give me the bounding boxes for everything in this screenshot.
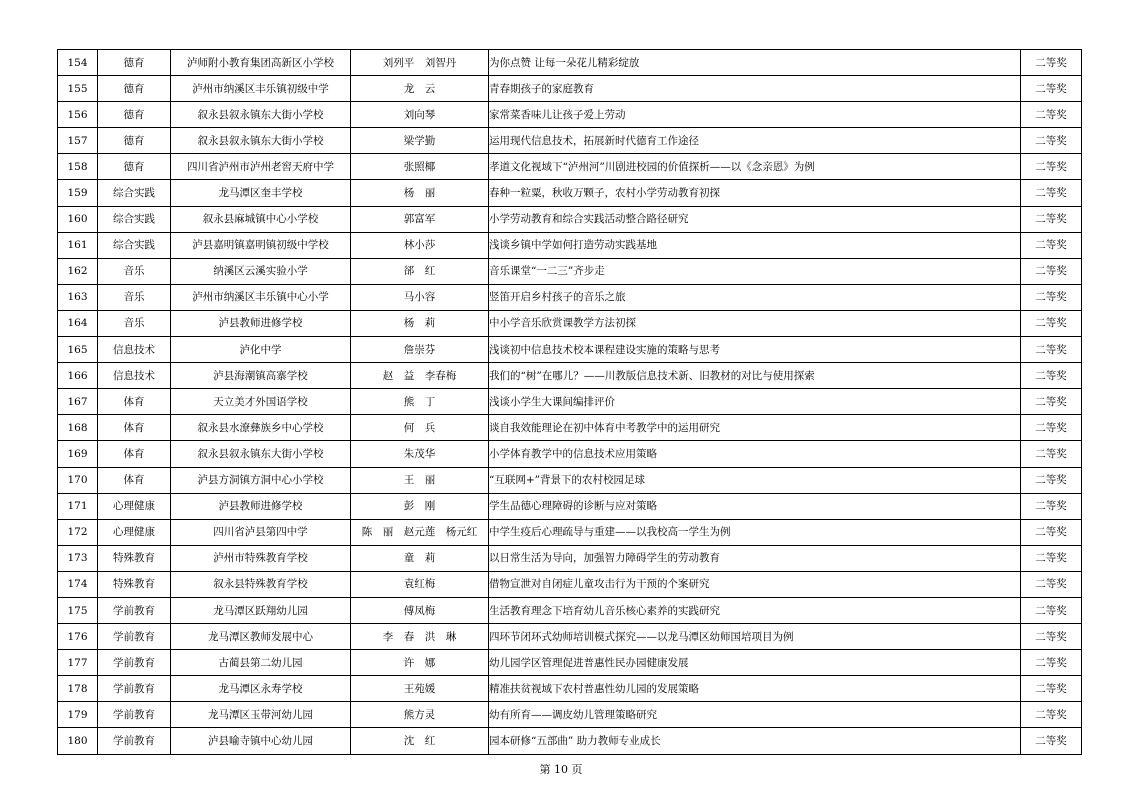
cell-school: 龙马潭区教师发展中心 bbox=[171, 624, 351, 650]
table-row bbox=[58, 102, 1082, 128]
cell-authors: 王苑媛 bbox=[351, 676, 489, 702]
cell-title: 借物宣泄对自闭症儿童攻击行为干预的个案研究 bbox=[489, 571, 1021, 597]
cell-authors: 沈 红 bbox=[351, 728, 489, 754]
cell-authors: 朱茂华 bbox=[351, 441, 489, 467]
cell-title: 为你点赞 让每一朵花儿精彩绽放 bbox=[489, 50, 1021, 76]
table-row bbox=[58, 441, 1082, 467]
cell-school: 泸州市纳溪区丰乐镇初级中学 bbox=[171, 76, 351, 102]
cell-award: 二等奖 bbox=[1021, 624, 1082, 650]
cell-award: 二等奖 bbox=[1021, 571, 1082, 597]
cell-authors: 梁学勤 bbox=[351, 128, 489, 154]
awards-table-body bbox=[58, 50, 1082, 755]
cell-authors: 熊 丁 bbox=[351, 389, 489, 415]
cell-award: 二等奖 bbox=[1021, 415, 1082, 441]
cell-award: 二等奖 bbox=[1021, 206, 1082, 232]
cell-award: 二等奖 bbox=[1021, 102, 1082, 128]
cell-title: 青春期孩子的家庭教育 bbox=[489, 76, 1021, 102]
cell-number: 178 bbox=[58, 676, 98, 702]
cell-number: 160 bbox=[58, 206, 98, 232]
cell-number: 179 bbox=[58, 702, 98, 728]
cell-subject: 体育 bbox=[98, 389, 171, 415]
cell-school: 泸化中学 bbox=[171, 337, 351, 363]
cell-subject: 学前教育 bbox=[98, 597, 171, 623]
cell-authors: 龙 云 bbox=[351, 76, 489, 102]
cell-number: 158 bbox=[58, 154, 98, 180]
cell-award: 二等奖 bbox=[1021, 441, 1082, 467]
cell-number: 175 bbox=[58, 597, 98, 623]
cell-award: 二等奖 bbox=[1021, 545, 1082, 571]
table-row bbox=[58, 284, 1082, 310]
cell-title: 以日常生活为导向，加强智力障碍学生的劳动教育 bbox=[489, 545, 1021, 571]
cell-authors: 马小容 bbox=[351, 284, 489, 310]
cell-school: 叙永县叙永镇东大街小学校 bbox=[171, 441, 351, 467]
cell-award: 二等奖 bbox=[1021, 519, 1082, 545]
cell-title: 幼儿园学区管理促进普惠性民办园健康发展 bbox=[489, 650, 1021, 676]
cell-number: 159 bbox=[58, 180, 98, 206]
cell-subject: 体育 bbox=[98, 441, 171, 467]
cell-subject: 学前教育 bbox=[98, 676, 171, 702]
cell-subject: 音乐 bbox=[98, 258, 171, 284]
cell-authors: 林小莎 bbox=[351, 232, 489, 258]
cell-number: 162 bbox=[58, 258, 98, 284]
cell-subject: 学前教育 bbox=[98, 728, 171, 754]
cell-number: 169 bbox=[58, 441, 98, 467]
cell-authors: 袁红梅 bbox=[351, 571, 489, 597]
cell-number: 172 bbox=[58, 519, 98, 545]
cell-title: 小学体育教学中的信息技术应用策略 bbox=[489, 441, 1021, 467]
cell-authors: 何 兵 bbox=[351, 415, 489, 441]
cell-number: 154 bbox=[58, 50, 98, 76]
cell-subject: 德育 bbox=[98, 154, 171, 180]
cell-title: 春种一粒粟，秋收万颗子，农村小学劳动教育初探 bbox=[489, 180, 1021, 206]
cell-school: 泸师附小教育集团高新区小学校 bbox=[171, 50, 351, 76]
cell-title: 浅谈乡镇中学如何打造劳动实践基地 bbox=[489, 232, 1021, 258]
cell-subject: 心理健康 bbox=[98, 519, 171, 545]
cell-subject: 体育 bbox=[98, 415, 171, 441]
cell-title: 幼有所育——调皮幼儿管理策略研究 bbox=[489, 702, 1021, 728]
cell-subject: 综合实践 bbox=[98, 206, 171, 232]
cell-subject: 综合实践 bbox=[98, 232, 171, 258]
cell-school: 泸县喻寺镇中心幼儿园 bbox=[171, 728, 351, 754]
cell-school: 四川省泸县第四中学 bbox=[171, 519, 351, 545]
cell-award: 二等奖 bbox=[1021, 650, 1082, 676]
cell-school: 泸县海潮镇高寨学校 bbox=[171, 363, 351, 389]
cell-school: 叙永县叙永镇东大街小学校 bbox=[171, 102, 351, 128]
cell-award: 二等奖 bbox=[1021, 76, 1082, 102]
table-row bbox=[58, 232, 1082, 258]
cell-title: 学生品德心理障碍的诊断与应对策略 bbox=[489, 493, 1021, 519]
cell-number: 161 bbox=[58, 232, 98, 258]
cell-title: 竖笛开启乡村孩子的音乐之旅 bbox=[489, 284, 1021, 310]
cell-title: 我们的“树”在哪儿？——川教版信息技术新、旧教材的对比与使用探索 bbox=[489, 363, 1021, 389]
cell-title: 运用现代信息技术，拓展新时代德育工作途径 bbox=[489, 128, 1021, 154]
cell-number: 157 bbox=[58, 128, 98, 154]
table-row bbox=[58, 415, 1082, 441]
table-row bbox=[58, 337, 1082, 363]
cell-subject: 德育 bbox=[98, 76, 171, 102]
cell-title: 小学劳动教育和综合实践活动整合路径研究 bbox=[489, 206, 1021, 232]
cell-subject: 德育 bbox=[98, 50, 171, 76]
cell-school: 龙马潭区奎丰学校 bbox=[171, 180, 351, 206]
cell-award: 二等奖 bbox=[1021, 258, 1082, 284]
cell-school: 叙永县特殊教育学校 bbox=[171, 571, 351, 597]
cell-authors: 刘向琴 bbox=[351, 102, 489, 128]
cell-authors: 詹崇芬 bbox=[351, 337, 489, 363]
cell-award: 二等奖 bbox=[1021, 597, 1082, 623]
table-row bbox=[58, 650, 1082, 676]
cell-subject: 学前教育 bbox=[98, 702, 171, 728]
cell-authors: 赵 益 李春梅 bbox=[351, 363, 489, 389]
cell-authors: 李 春 洪 琳 bbox=[351, 624, 489, 650]
cell-subject: 特殊教育 bbox=[98, 571, 171, 597]
cell-award: 二等奖 bbox=[1021, 232, 1082, 258]
cell-number: 170 bbox=[58, 467, 98, 493]
cell-award: 二等奖 bbox=[1021, 702, 1082, 728]
awards-table bbox=[57, 49, 1082, 755]
cell-award: 二等奖 bbox=[1021, 493, 1082, 519]
table-row bbox=[58, 728, 1082, 754]
cell-school: 泸县教师进修学校 bbox=[171, 310, 351, 336]
cell-authors: 杨 莉 bbox=[351, 310, 489, 336]
cell-school: 泸县方洞镇方洞中心小学校 bbox=[171, 467, 351, 493]
table-row bbox=[58, 310, 1082, 336]
cell-authors: 郭富军 bbox=[351, 206, 489, 232]
cell-authors: 陈 丽 赵元莲 杨元红 bbox=[351, 519, 489, 545]
cell-subject: 信息技术 bbox=[98, 363, 171, 389]
cell-award: 二等奖 bbox=[1021, 50, 1082, 76]
cell-title: 浅谈小学生大课间编排评价 bbox=[489, 389, 1021, 415]
cell-award: 二等奖 bbox=[1021, 467, 1082, 493]
cell-school: 龙马潭区跃翔幼儿园 bbox=[171, 597, 351, 623]
table-row bbox=[58, 467, 1082, 493]
cell-school: 纳溪区云溪实验小学 bbox=[171, 258, 351, 284]
cell-title: 音乐课堂“一二三”齐步走 bbox=[489, 258, 1021, 284]
cell-award: 二等奖 bbox=[1021, 337, 1082, 363]
cell-authors: 傅凤梅 bbox=[351, 597, 489, 623]
cell-subject: 音乐 bbox=[98, 310, 171, 336]
cell-number: 166 bbox=[58, 363, 98, 389]
cell-number: 180 bbox=[58, 728, 98, 754]
table-row bbox=[58, 389, 1082, 415]
cell-authors: 彭 刚 bbox=[351, 493, 489, 519]
cell-school: 泸州市特殊教育学校 bbox=[171, 545, 351, 571]
cell-number: 155 bbox=[58, 76, 98, 102]
cell-authors: 王 丽 bbox=[351, 467, 489, 493]
table-row bbox=[58, 597, 1082, 623]
cell-subject: 学前教育 bbox=[98, 650, 171, 676]
cell-title: 谈自我效能理论在初中体育中考教学中的运用研究 bbox=[489, 415, 1021, 441]
cell-number: 165 bbox=[58, 337, 98, 363]
cell-number: 156 bbox=[58, 102, 98, 128]
cell-number: 176 bbox=[58, 624, 98, 650]
table-row bbox=[58, 363, 1082, 389]
cell-number: 173 bbox=[58, 545, 98, 571]
cell-number: 163 bbox=[58, 284, 98, 310]
cell-school: 四川省泸州市泸州老窖天府中学 bbox=[171, 154, 351, 180]
table-row bbox=[58, 128, 1082, 154]
cell-authors: 张照椰 bbox=[351, 154, 489, 180]
cell-authors: 刘列平 刘智丹 bbox=[351, 50, 489, 76]
cell-school: 叙永县水潦彝族乡中心学校 bbox=[171, 415, 351, 441]
cell-subject: 特殊教育 bbox=[98, 545, 171, 571]
table-row bbox=[58, 519, 1082, 545]
cell-award: 二等奖 bbox=[1021, 389, 1082, 415]
cell-award: 二等奖 bbox=[1021, 128, 1082, 154]
cell-subject: 体育 bbox=[98, 467, 171, 493]
cell-school: 古蔺县第二幼儿园 bbox=[171, 650, 351, 676]
cell-title: “互联网+”背景下的农村校园足球 bbox=[489, 467, 1021, 493]
table-row bbox=[58, 545, 1082, 571]
cell-award: 二等奖 bbox=[1021, 154, 1082, 180]
cell-authors: 杨 丽 bbox=[351, 180, 489, 206]
cell-school: 叙永县叙永镇东大街小学校 bbox=[171, 128, 351, 154]
cell-authors: 郤 红 bbox=[351, 258, 489, 284]
table-row bbox=[58, 571, 1082, 597]
cell-award: 二等奖 bbox=[1021, 363, 1082, 389]
table-row bbox=[58, 76, 1082, 102]
table-row bbox=[58, 154, 1082, 180]
cell-school: 龙马潭区永寿学校 bbox=[171, 676, 351, 702]
cell-authors: 熊方灵 bbox=[351, 702, 489, 728]
cell-subject: 综合实践 bbox=[98, 180, 171, 206]
cell-school: 泸州市纳溪区丰乐镇中心小学 bbox=[171, 284, 351, 310]
table-row bbox=[58, 676, 1082, 702]
cell-title: 生活教育理念下培育幼儿音乐核心素养的实践研究 bbox=[489, 597, 1021, 623]
table-row bbox=[58, 493, 1082, 519]
cell-subject: 信息技术 bbox=[98, 337, 171, 363]
cell-number: 174 bbox=[58, 571, 98, 597]
cell-title: 孝道文化视域下“泸州河”川剧进校园的价值探析——以《念亲恩》为例 bbox=[489, 154, 1021, 180]
cell-authors: 许 娜 bbox=[351, 650, 489, 676]
table-row bbox=[58, 206, 1082, 232]
cell-title: 浅谈初中信息技术校本课程建设实施的策略与思考 bbox=[489, 337, 1021, 363]
cell-title: 中小学音乐欣赏课教学方法初探 bbox=[489, 310, 1021, 336]
table-row bbox=[58, 258, 1082, 284]
table-row bbox=[58, 624, 1082, 650]
cell-award: 二等奖 bbox=[1021, 180, 1082, 206]
cell-title: 园本研修“五部曲” 助力教师专业成长 bbox=[489, 728, 1021, 754]
cell-subject: 心理健康 bbox=[98, 493, 171, 519]
cell-school: 龙马潭区玉带河幼儿园 bbox=[171, 702, 351, 728]
page-number: 第 10 页 bbox=[539, 763, 583, 776]
cell-title: 中学生疫后心理疏导与重建——以我校高一学生为例 bbox=[489, 519, 1021, 545]
cell-title: 四环节闭环式幼师培训模式探究——以龙马潭区幼师国培项目为例 bbox=[489, 624, 1021, 650]
table-row bbox=[58, 702, 1082, 728]
cell-award: 二等奖 bbox=[1021, 310, 1082, 336]
cell-subject: 德育 bbox=[98, 102, 171, 128]
cell-award: 二等奖 bbox=[1021, 676, 1082, 702]
cell-subject: 德育 bbox=[98, 128, 171, 154]
table-row bbox=[58, 50, 1082, 76]
cell-subject: 音乐 bbox=[98, 284, 171, 310]
table-row bbox=[58, 180, 1082, 206]
cell-award: 二等奖 bbox=[1021, 284, 1082, 310]
cell-school: 泸县教师进修学校 bbox=[171, 493, 351, 519]
cell-authors: 童 莉 bbox=[351, 545, 489, 571]
cell-title: 家常菜香味儿让孩子爱上劳动 bbox=[489, 102, 1021, 128]
cell-subject: 学前教育 bbox=[98, 624, 171, 650]
cell-title: 精准扶贫视域下农村普惠性幼儿园的发展策略 bbox=[489, 676, 1021, 702]
cell-number: 177 bbox=[58, 650, 98, 676]
cell-school: 泸县嘉明镇嘉明镇初级中学校 bbox=[171, 232, 351, 258]
cell-number: 171 bbox=[58, 493, 98, 519]
cell-number: 164 bbox=[58, 310, 98, 336]
cell-school: 叙永县麻城镇中心小学校 bbox=[171, 206, 351, 232]
cell-school: 天立美才外国语学校 bbox=[171, 389, 351, 415]
cell-award: 二等奖 bbox=[1021, 728, 1082, 754]
cell-number: 167 bbox=[58, 389, 98, 415]
cell-number: 168 bbox=[58, 415, 98, 441]
